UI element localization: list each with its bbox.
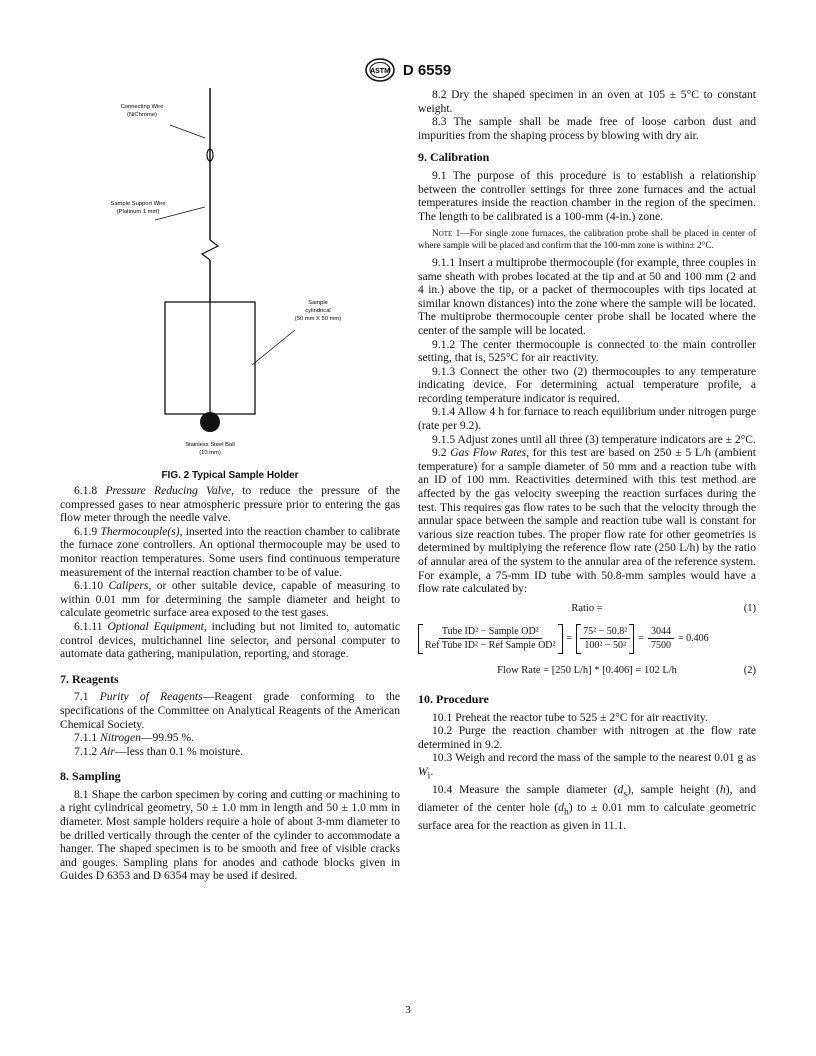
section-8-1: 8.1 Shape the carbon specimen by coring and cutting or machining to a right cylindrical geometry, 50 ± 1.0 mm in length and 50 ± 1.0 mm in diameter. Most sample holders require a hole of about 3-mm diameter to be drilled vertically through the center of the cylinder to accommodate a hanger. The shaped specimen is to be smooth and free of visible cracks and gouges. Sampling plans for anodes and cathode blocks given in Guides D 6353 and D 6354 may be used if desired. xyxy=(60,787,400,883)
heading-procedure: 10. Procedure xyxy=(418,691,489,706)
document-number: D 6559 xyxy=(402,61,452,79)
sample-holder-diagram xyxy=(60,80,400,465)
page-number: 3 xyxy=(405,1004,411,1016)
section-9-1: 9.1 The purpose of this procedure is to establish a relationship between the controller settings for three zone furnaces and the actual temperatures inside the reaction chamber in the region of the specimen. The length to be calibrated is a 100-mm (4-in.) zone. xyxy=(418,168,756,223)
section-9-1-4: 9.1.4 Allow 4 h for furnace to reach equilibrium under nitrogen purge (rate per 9.2). xyxy=(418,405,756,433)
label-sample: Sample xyxy=(308,300,328,306)
section-8-3: 8.3 The sample shall be made free of loose carbon dust and impurities from the shaping process by blowing with dry air. xyxy=(418,115,756,142)
label-support-wire: Sample Support Wire xyxy=(110,201,166,207)
section-7-1-2: 7.1.2 Air—less than 0.1 % moisture. xyxy=(74,744,244,758)
label-connecting-wire: Connecting Wire xyxy=(120,104,164,110)
section-10-2: 10.2 Purge the reaction chamber with nitrogen at the flow rate determined in 9.2. xyxy=(418,724,756,751)
equation-1: $\frac{\text{Tube ID² − Sample OD²}}{\text{Ref Tube ID² − Ref Sample OD²}}$ = $\frac{\text{75² − 50.8²}}{\text{100² − 50²}}$ = $\frac{3044}{7500}$ = 0.406 xyxy=(418,624,756,654)
left-column xyxy=(60,484,400,883)
section-6-1-11: 6.1.11 Optional Equipment, including but not limited to, automatic control devices, multichannel line selector, and personal computer to automate data gathering, manipulation, reporting, and storage. xyxy=(60,619,400,661)
label-ball: Stainless Steel Ball xyxy=(185,442,235,448)
label-connecting-wire-material: (NiChrome) xyxy=(127,112,157,118)
section-7-1-1: 7.1.1 Nitrogen—99.95 %. xyxy=(74,731,195,745)
section-9-1-5: 9.1.5 Adjust zones until all three (3) temperature indicators are ± 2°C. xyxy=(432,432,756,446)
svg-text:ASTM: ASTM xyxy=(369,68,390,75)
section-8-2: 8.2 Dry the shaped specimen in an oven at 105 ± 5°C to constant weight. xyxy=(418,88,756,115)
section-7-1: 7.1 Purity of Reagents—Reagent grade conforming to the specifications of the Committee on Analytical Reagents of the American Chemical Society. xyxy=(60,690,401,731)
heading-sampling: 8. Sampling xyxy=(60,769,121,784)
label-support-wire-material: (Platinum 1 mm) xyxy=(116,209,160,215)
equation-1-label: Ratio = (1) xyxy=(571,602,756,614)
page-header xyxy=(0,58,816,82)
section-9-1-3: 9.1.3 Connect the other two (2) thermocouples to any temperature indicating device. For determining actual temperature profile, a recording temperature indicator is required. xyxy=(418,364,756,405)
heading-reagents: 7. Reagents xyxy=(60,671,119,686)
label-sample-size: (50 mm X 50 mm) xyxy=(294,316,342,322)
sample-holder-figure xyxy=(60,80,400,465)
section-6-1-8: 6.1.8 Pressure Reducing Valve, to reduce the pressure of the compressed gases to near atmospheric pressure prior to entering the gas flow meter through the needle valve. xyxy=(60,484,400,525)
section-6-1-9: 6.1.9 Thermocouple(s), inserted into the reaction chamber to calibrate the furnace zone controllers. An optional thermocouple may be used to monitor reaction temperatures. Some users find continuous temperature measurement of the internal reaction chamber to be of value. xyxy=(60,524,400,579)
section-6-1-10: 6.1.10 Calipers, or other suitable device, capable of measuring to within 0.01 mm for determining the sample diameter and height to calculate geometric surface area exposed to the test gases. xyxy=(60,579,400,620)
label-sample-shape: cylindrical xyxy=(305,308,331,314)
astm-logo-icon xyxy=(365,58,395,82)
section-9-1-1: 9.1.1 Insert a multiprobe thermocouple (for example, three couples in same sheath with probes located at the tip and at 50 and 100 mm (2 and 4 in.) above the tip, or a packet of thermocouples with tips located at similar known distances) into the zone where the sample will be located. The multiprobe thermocouple center probe shall be located where the center of the sample will be located. xyxy=(418,255,756,337)
note-1: Note 1—For single zone furnaces, the calibration probe shall be placed in center of where sample will be placed and confirm that the 100-mm zone is within± 2°C. xyxy=(418,229,756,251)
section-9-1-2: 9.1.2 The center thermocouple is connected to the main controller setting, that is, 525°C for air reactivity. xyxy=(418,337,756,365)
right-column xyxy=(418,88,756,832)
section-9-2: 9.2 Gas Flow Rates, for this test are based on 250 ± 5 L/h (ambient temperature) for a sample diameter of 50 mm and a reaction tube with an ID of 100 mm. Reactivities determined with this test method are affected by the gas velocity sweeping the reaction surfaces during the test. This requires gas flow rates to be such that the velocity through the annular space between the sample and reaction tube wall is constant for various size reaction tubes. The proper flow rate for other geometries is determined by multiplying the reference flow rate (250 L/h) by the ratio of annular area of the system to the annular area of the reference system. For example, a 75-mm ID tube with 50.8-mm samples would have a flow rate calculated by: xyxy=(418,446,756,596)
section-10-1: 10.1 Preheat the reactor tube to 525 ± 2°C for air reactivity. xyxy=(432,710,708,724)
label-ball-size: (10 mm) xyxy=(199,450,221,456)
section-10-3: 10.3 Weigh and record the mass of the sample to the nearest 0.01 g as $W_i$. xyxy=(418,751,756,782)
heading-calibration: 9. Calibration xyxy=(418,150,490,165)
equation-2: Flow Rate = [250 L/h] * [0.406] = 102 L/h (2) xyxy=(497,664,756,676)
figure-caption: FIG. 2 Typical Sample Holder xyxy=(161,470,299,481)
section-10-4: 10.4 Measure the sample diameter $(d_s)$, sample height (h), and diameter of the center hole $(d_h)$ to ± 0.01 mm to calculate geometric surface area for the reaction as given in 11.1. xyxy=(418,782,756,832)
